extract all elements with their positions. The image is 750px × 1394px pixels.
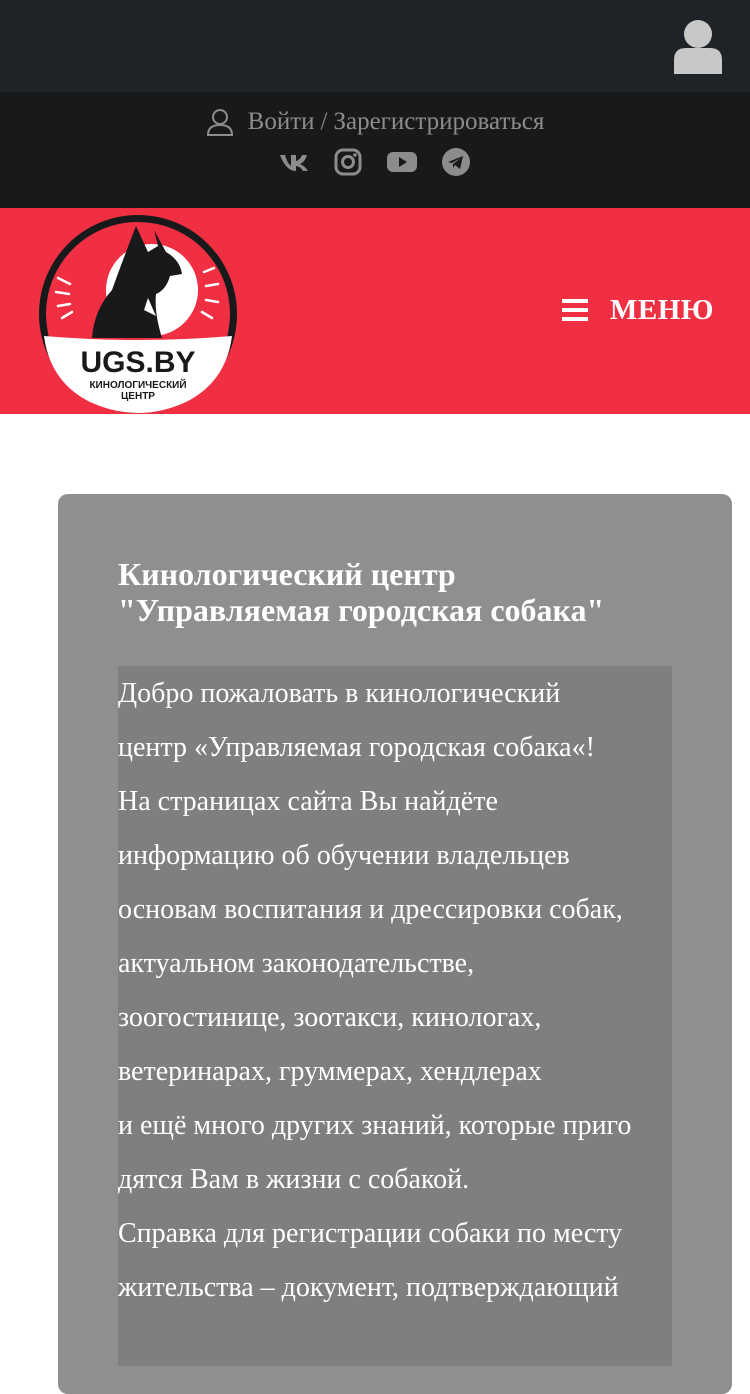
login-link[interactable]: Войти [247,108,315,135]
login-register-row [0,104,750,140]
menu-button[interactable] [562,290,714,330]
user-account-icon[interactable] [672,18,724,74]
card-title [118,556,678,628]
body-line: жительства – документ, подтверждающий [118,1272,619,1303]
menu-label: МЕНЮ [610,293,714,326]
body-line: и ещё много других знаний, которые приго [118,1110,632,1141]
ugs-logo[interactable] [36,212,240,416]
body-line: актуальном законодательстве, [118,948,475,979]
body-line: Добро пожаловать в кинологический [118,678,561,709]
body-line: Справка для регистрации собаки по месту [118,1218,623,1249]
body-line: зоогостинице, зоотакси, кинологах, [118,1002,542,1033]
login-separator: / [320,108,328,135]
vk-icon[interactable] [278,146,310,178]
person-outline-icon [206,108,234,136]
logo-subtitle-1: КИНОЛОГИЧЕСКИЙ [89,380,187,391]
logo-name: UGS.BY [80,346,196,379]
instagram-icon[interactable] [332,146,364,178]
hamburger-icon [562,299,588,321]
body-line: дятся Вам в жизни с собакой. [118,1164,470,1195]
card-title-line-2: "Управляемая городская собака" [118,592,605,628]
body-line: информацию об обучении владельцев [118,840,570,871]
youtube-icon[interactable] [386,146,418,178]
card-title-line-1: Кинологический центр [118,556,456,592]
logo-subtitle-2: ЦЕНТР [121,391,155,402]
body-line: ветеринарах, груммерах, хендлерах [118,1056,542,1087]
body-line: На страницах сайта Вы найдёте [118,786,498,817]
body-line: основам воспитания и дрессировки собак, [118,894,623,925]
register-link[interactable]: Зарегистрироваться [333,108,545,135]
telegram-icon[interactable] [440,146,472,178]
top-bar [0,0,750,92]
social-links [0,144,750,180]
body-line: центр «Управляемая городская собака«! [118,732,595,763]
